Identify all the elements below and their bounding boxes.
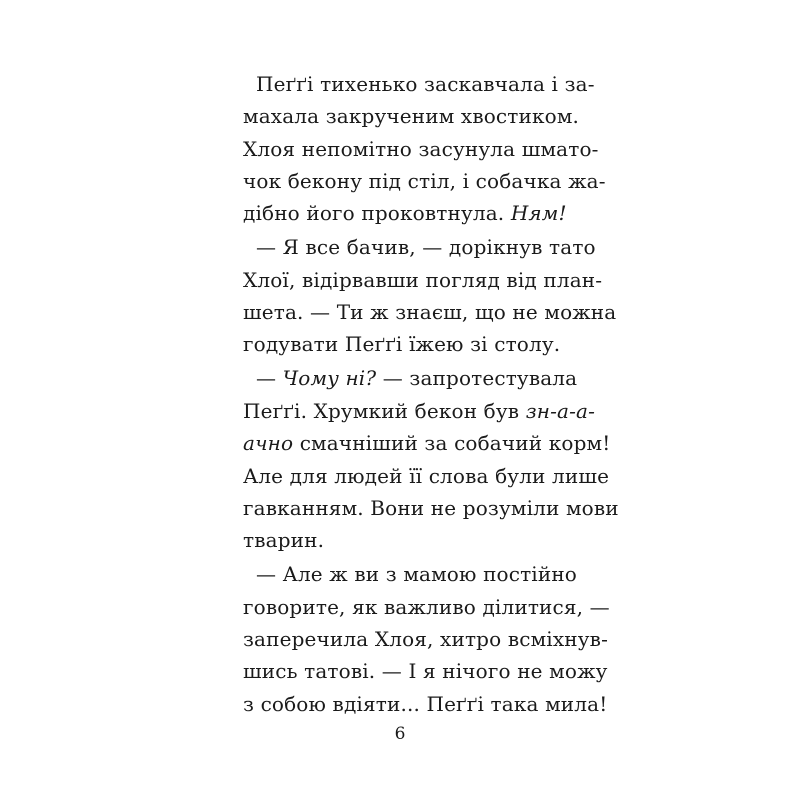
page-number: 6 [394,724,406,744]
text-run: — запротестувала [376,366,578,391]
text-run: заперечила Хлоя, хитро всміхнув- [243,626,608,651]
text-line [243,231,596,263]
text-line [243,296,617,328]
italic-run: Ням! [510,201,567,226]
text-line [243,591,610,623]
text-run: чок бекону під стіл, і собачка жа- [243,169,606,194]
text-run: Але для людей її слова були лише [243,463,610,488]
text-run: Хлої, відірвавши погляд від план- [243,267,603,292]
text-run: смачніший за собачий корм! [293,431,611,456]
text-line [243,165,606,197]
text-run: Пеґґі. Хрумкий бекон був [243,398,526,423]
italic-run: зн-а-а- [525,398,595,423]
text-line [243,492,619,524]
text-line [243,427,611,459]
text-run: — [256,366,283,391]
text-line [243,524,557,556]
text-line [243,328,561,360]
text-run: тварин. [243,528,325,553]
text-run: годувати Пеґґі їжею зі столу. [243,332,561,357]
text-line [243,655,608,687]
text-run: з собою вдіяти... Пеґґі така мила! [243,691,608,716]
italic-run: ачно [243,431,294,456]
text-line [243,558,578,590]
text-line [243,100,580,132]
text-run: шета. — Ти ж знаєш, що не можна [243,300,617,325]
text-line [243,68,595,100]
text-line [243,362,578,394]
body-text [243,68,619,720]
text-line [243,197,567,229]
text-run: гавканням. Вони не розуміли мови [243,495,619,520]
text-line [243,133,599,165]
text-line [243,395,595,427]
text-run: махала закрученим хвостиком. [243,104,580,129]
italic-run: Чому ні? [282,366,377,391]
text-line [243,623,608,655]
text-run: Пеґґі тихенько заскавчала і за- [256,72,595,96]
text-line [243,460,610,492]
text-run: — Але ж ви з мамою постійно [256,562,578,587]
text-run: Хлоя непомітно засунула шмато- [243,136,599,161]
text-line [243,688,608,720]
text-run: шись татові. — І я нічого не можу [243,659,608,684]
text-line [243,264,603,296]
text-run: дібно його проковтнула. [243,201,511,226]
text-run: — Я все бачив, — дорікнув тато [256,235,596,260]
text-run: говорите, як важливо ділитися, — [243,594,610,619]
